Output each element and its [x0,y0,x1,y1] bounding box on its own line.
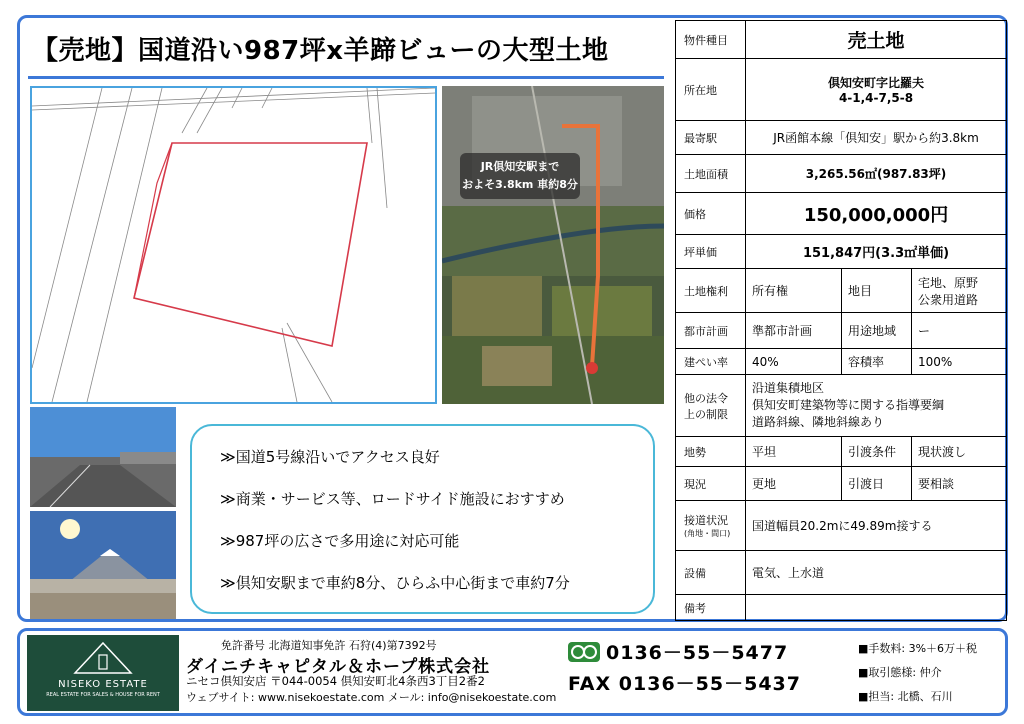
delivery-cond-label: 引渡条件 [842,437,912,467]
station-label: 最寄駅 [676,121,746,155]
license-text: 免許番号 北海道知事免許 石狩(4)第7392号 [221,639,437,652]
other-value-1: 沿道集積地区 [752,381,825,395]
category-value-1: 宅地、原野 [918,275,979,290]
unit-price-label: 坪単価 [676,235,746,269]
key-point-1: ≫国道5号線沿いでアクセス良好 [220,448,440,466]
web-email: ウェブサイト: www.nisekoestate.com メール: info@nisekoestate.com [186,691,557,704]
price-label: 価格 [676,193,746,235]
delivery-date-label: 引渡日 [842,467,912,501]
type-value: 売土地 [746,21,1007,59]
area-label: 土地面積 [676,155,746,193]
coverage-value: 40% [746,349,842,375]
other-label-2: 上の制限 [684,407,728,421]
category-label: 地目 [842,269,912,313]
remarks-label: 備考 [676,595,746,621]
access-label-sub: (角地・間口) [684,529,731,538]
key-point-4: ≫倶知安駅まで車約8分、ひらふ中心街まで車約7分 [220,574,570,592]
company-name: ダイニチキャピタル＆ホープ株式会社 [186,657,491,677]
fax-label: FAX [568,673,612,695]
title-underline [28,76,664,79]
other-restrictions-label [676,375,746,437]
other-label-1: 他の法令 [684,391,728,405]
facilities-label: 設備 [676,551,746,595]
access-label [676,501,746,551]
free-dial-icon [568,642,600,662]
property-spec-table [675,20,1007,621]
road-photo [30,407,176,507]
status-label: 現況 [676,467,746,501]
key-point-2: ≫商業・サービス等、ロードサイド施設におすすめ [220,490,565,508]
fax-number: 0136－55－5437 [618,673,801,695]
other-value-3: 道路斜線、隣地斜線あり [752,415,885,429]
fax-block [568,669,801,696]
status-value: 更地 [746,467,842,501]
zoning-value: ー [912,313,1007,349]
staff-text: ■担当: 北橋、石川 [858,690,953,703]
area-value: 3,265.56㎡(987.83坪) [746,155,1007,193]
remarks-value [746,595,1007,621]
planning-value: 準都市計画 [746,313,842,349]
callout-line-1: JR倶知安駅まで [480,160,560,173]
tel-block [568,638,788,665]
key-points-box [190,424,655,614]
category-value [912,269,1007,313]
logo-name: NISEKO ESTATE [58,679,148,690]
location-line-1: 倶知安町字比羅夫 [828,76,925,90]
tel-number[interactable]: 0136－55－5477 [606,642,789,664]
access-label-main: 接道状況 [684,514,728,527]
mountain-view-photo [30,511,176,619]
facilities-value: 電気、上水道 [746,551,1007,595]
branch-address: ニセコ倶知安店 〒044-0054 倶知安町北4条西3丁目2番2 [186,674,485,688]
transaction-mode: ■取引態様: 仲介 [858,666,942,679]
type-label: 物件種目 [676,21,746,59]
rights-value: 所有権 [746,269,842,313]
price-value: 150,000,000円 [746,193,1007,235]
location-value [746,59,1007,121]
coverage-label: 建ぺい率 [676,349,746,375]
callout-line-2: およそ3.8km 車約8分 [462,178,578,191]
aerial-map[interactable] [442,86,664,404]
location-line-2: 4-1,4-7,5-8 [838,91,914,105]
fee-text: ■手数料: 3%＋6万＋税 [858,642,978,655]
rights-label: 土地権利 [676,269,746,313]
unit-price-value: 151,847円(3.3㎡単価) [746,235,1007,269]
far-value: 100% [912,349,1007,375]
plot-diagram [30,86,437,404]
key-point-3: ≫987坪の広さで多用途に対応可能 [220,532,460,550]
other-value-2: 倶知安町建築物等に関する指導要綱 [752,398,945,412]
niseko-estate-logo [27,635,179,711]
station-value: JR函館本線「倶知安」駅から約3.8km [746,121,1007,155]
distance-callout [460,153,580,199]
zoning-label: 用途地域 [842,313,912,349]
delivery-date-value: 要相談 [912,467,1007,501]
access-value: 国道幅員20.2mに49.89m接する [746,501,1007,551]
delivery-cond-value: 現状渡し [912,437,1007,467]
category-value-2: 公衆用道路 [918,292,979,307]
page-title: 【売地】国道沿い987坪x羊蹄ビューの大型土地 [32,36,609,66]
planning-label: 都市計画 [676,313,746,349]
logo-tagline: REAL ESTATE FOR SALES & HOUSE FOR RENT [46,692,160,698]
terrain-label: 地勢 [676,437,746,467]
far-label: 容積率 [842,349,912,375]
terrain-value: 平坦 [746,437,842,467]
other-restrictions-value [746,375,1007,437]
location-label: 所在地 [676,59,746,121]
